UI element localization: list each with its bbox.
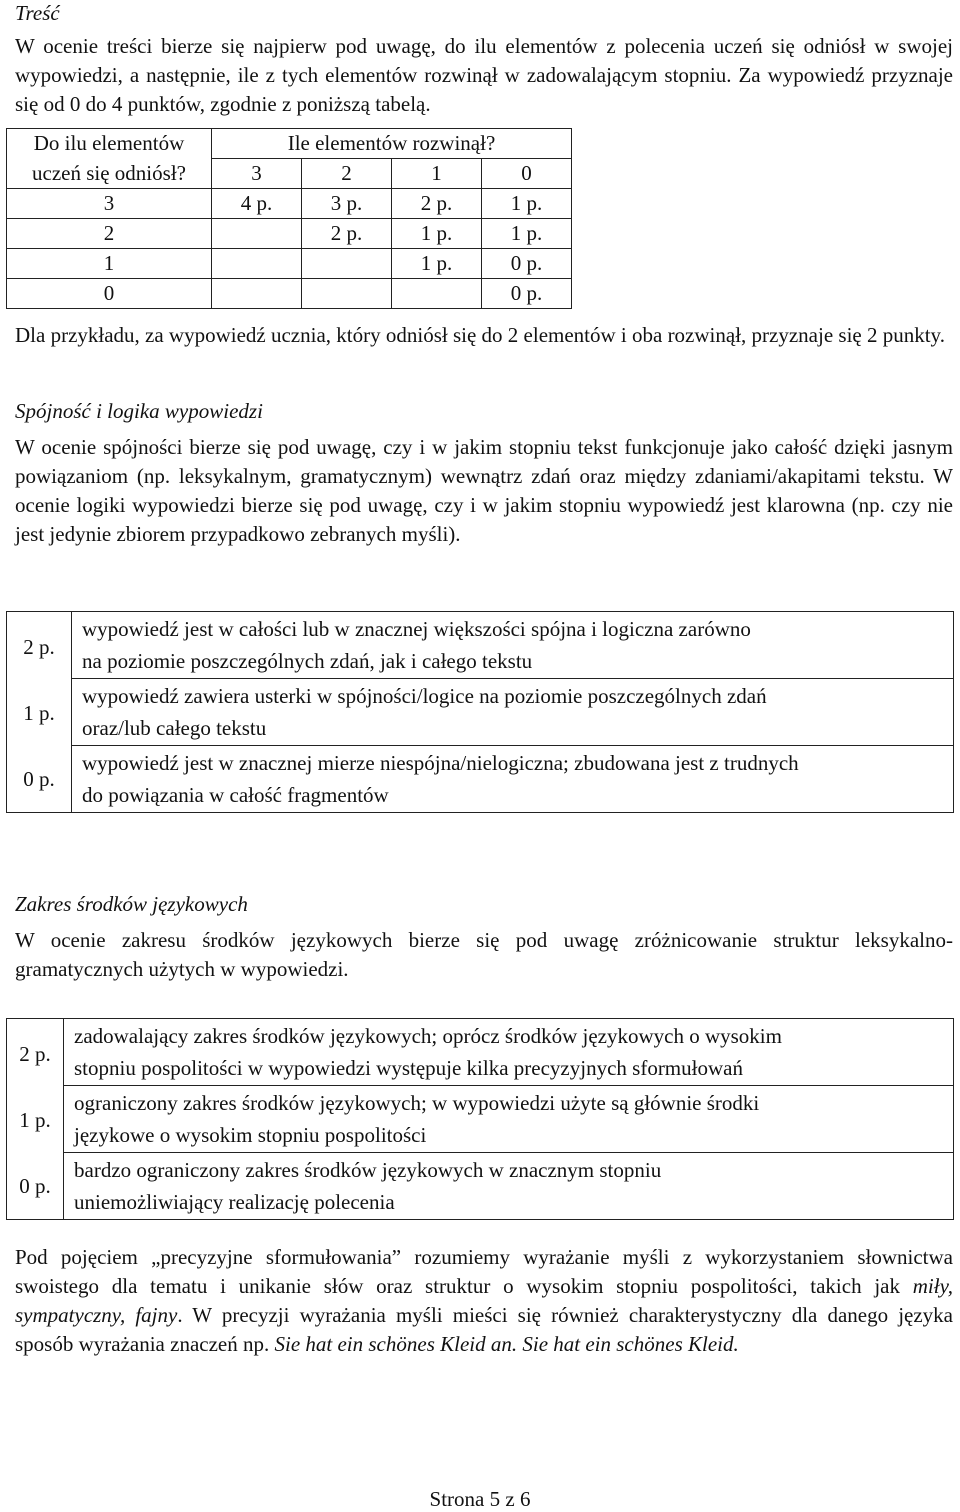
criteria-description bbox=[64, 1019, 954, 1086]
description-line: ograniczony zakres środków językowych; w wypowiedzi użyte są głównie środki bbox=[74, 1091, 760, 1115]
table-cell: 3 p. bbox=[302, 189, 392, 219]
row-label: 3 bbox=[7, 189, 212, 219]
col-header: Ile elementów rozwinął? bbox=[212, 129, 572, 159]
score-label: 1 p. bbox=[19, 1108, 51, 1132]
row-header-line1: Do ilu elementów bbox=[7, 129, 212, 159]
table-cell: 1 p. bbox=[392, 219, 482, 249]
score-label: 1 p. bbox=[23, 701, 55, 725]
note-examples: miły, sympatyczny, fajny bbox=[15, 1274, 953, 1327]
description-line: wypowiedź jest w znacznej mierze niespójna/nielogiczna; zbudowana jest z trudnych bbox=[82, 751, 799, 775]
section-heading-tresc: Treść bbox=[15, 1, 60, 25]
criteria-description bbox=[72, 746, 954, 813]
table-cell: 2 p. bbox=[302, 219, 392, 249]
row-label: 0 bbox=[7, 279, 212, 309]
table-cell: 1 p. bbox=[482, 219, 572, 249]
score-column bbox=[7, 612, 72, 813]
table-row bbox=[7, 189, 572, 219]
score-label: 2 p. bbox=[19, 1042, 51, 1066]
table-cell bbox=[302, 249, 392, 279]
zakres-intro: W ocenie zakresu środków językowych bierze się pod uwagę zróżnicowanie struktur leksykalno-gramatycznych użytych w wypowiedzi. bbox=[15, 928, 953, 981]
row-label: 1 bbox=[7, 249, 212, 279]
col-label: 0 bbox=[482, 159, 572, 189]
criteria-row bbox=[7, 1086, 954, 1153]
section-heading-spojnosc: Spójność i logika wypowiedzi bbox=[15, 399, 263, 423]
criteria-description bbox=[64, 1086, 954, 1153]
spojnosc-criteria-table bbox=[6, 611, 954, 813]
description-line: wypowiedź zawiera usterki w spójności/logice na poziomie poszczególnych zdań bbox=[82, 684, 767, 708]
table-cell bbox=[392, 279, 482, 309]
criteria-row bbox=[7, 1153, 954, 1220]
criteria-row bbox=[7, 679, 954, 746]
criteria-row bbox=[7, 746, 954, 813]
table-cell: 0 p. bbox=[482, 249, 572, 279]
description-line: uniemożliwiający realizację polecenia bbox=[74, 1190, 395, 1214]
row-header-line2: uczeń się odniósł? bbox=[7, 159, 212, 189]
score-column bbox=[7, 1019, 64, 1220]
score-label: 0 p. bbox=[23, 767, 55, 791]
description-line: bardzo ograniczony zakres środków językowych w znacznym stopniu bbox=[74, 1158, 662, 1182]
page-footer: Strona 5 z 6 bbox=[429, 1487, 531, 1511]
table-row bbox=[7, 249, 572, 279]
table-cell bbox=[212, 249, 302, 279]
description-line: stopniu pospolitości w wypowiedzi występuje kilka precyzyjnych sformułowań bbox=[74, 1056, 743, 1080]
criteria-row bbox=[7, 612, 954, 679]
description-line: wypowiedź jest w całości lub w znacznej większości spójna i logiczna zarówno bbox=[82, 617, 751, 641]
criteria-description bbox=[72, 679, 954, 746]
description-line: językowe o wysokim stopniu pospolitości bbox=[74, 1123, 427, 1147]
note-text: Pod pojęciem „precyzyjne sformułowania” rozumiemy wyrażanie myśli z wykorzystaniem słownictwa swoistego dla tematu i unikanie słów oraz struktur o wysokim stopniu pospolitości, takich jak bbox=[15, 1245, 953, 1298]
criteria-description bbox=[64, 1153, 954, 1220]
table-cell bbox=[302, 279, 392, 309]
note-text: . W precyzji wyrażania myśli mieści się również charakterystyczny dla danego języka sposób wyrażania znaczeń np. bbox=[15, 1303, 954, 1356]
table-cell: 1 p. bbox=[392, 249, 482, 279]
table-row bbox=[7, 279, 572, 309]
criteria-row bbox=[7, 1019, 954, 1086]
row-label: 2 bbox=[7, 219, 212, 249]
table-cell: 1 p. bbox=[482, 189, 572, 219]
note-examples: Sie hat ein schönes Kleid an. Sie hat ein schönes Kleid. bbox=[274, 1332, 739, 1356]
zakres-criteria-table bbox=[6, 1018, 954, 1220]
description-line: oraz/lub całego tekstu bbox=[82, 716, 267, 740]
spojnosc-intro: W ocenie spójności bierze się pod uwagę, czy i w jakim stopniu tekst funkcjonuje jako całość dzięki jasnym powiązaniom (np. leksykalnym, gramatycznym) wewnątrz zdań oraz między zdaniami/akapitami tekstu. W ocenie logiki wypowiedzi bierze się pod uwagę, czy i w jakim stopniu wypowiedź jest klarowna (np. czy nie jest jedynie zbiorem przypadkowo zebranych myśli). bbox=[15, 435, 953, 546]
score-label: 0 p. bbox=[19, 1174, 51, 1198]
zakres-note bbox=[15, 1243, 953, 1359]
description-line: na poziomie poszczególnych zdań, jak i całego tekstu bbox=[82, 649, 533, 673]
table-cell: 2 p. bbox=[392, 189, 482, 219]
description-line: zadowalający zakres środków językowych; oprócz środków językowych o wysokim bbox=[74, 1024, 782, 1048]
description-line: do powiązania w całość fragmentów bbox=[82, 783, 389, 807]
table-cell: 4 p. bbox=[212, 189, 302, 219]
tresc-example: Dla przykładu, za wypowiedź ucznia, który odniósł się do 2 elementów i oba rozwinął, przyznaje się 2 punkty. bbox=[15, 323, 945, 347]
table-cell: 0 p. bbox=[482, 279, 572, 309]
col-label: 1 bbox=[392, 159, 482, 189]
points-table bbox=[6, 128, 572, 309]
col-label: 3 bbox=[212, 159, 302, 189]
criteria-description bbox=[72, 612, 954, 679]
table-row bbox=[7, 219, 572, 249]
section-heading-zakres: Zakres środków językowych bbox=[15, 892, 248, 916]
table-cell bbox=[212, 219, 302, 249]
score-label: 2 p. bbox=[23, 635, 55, 659]
table-cell bbox=[212, 279, 302, 309]
col-label: 2 bbox=[302, 159, 392, 189]
tresc-intro: W ocenie treści bierze się najpierw pod uwagę, do ilu elementów z polecenia uczeń się odniósł w swojej wypowiedzi, a następnie, ile z tych elementów rozwinął w zadowalającym stopniu. Za wypowiedź przyznaje się od 0 do 4 punktów, zgodnie z poniższą tabelą. bbox=[15, 34, 953, 116]
